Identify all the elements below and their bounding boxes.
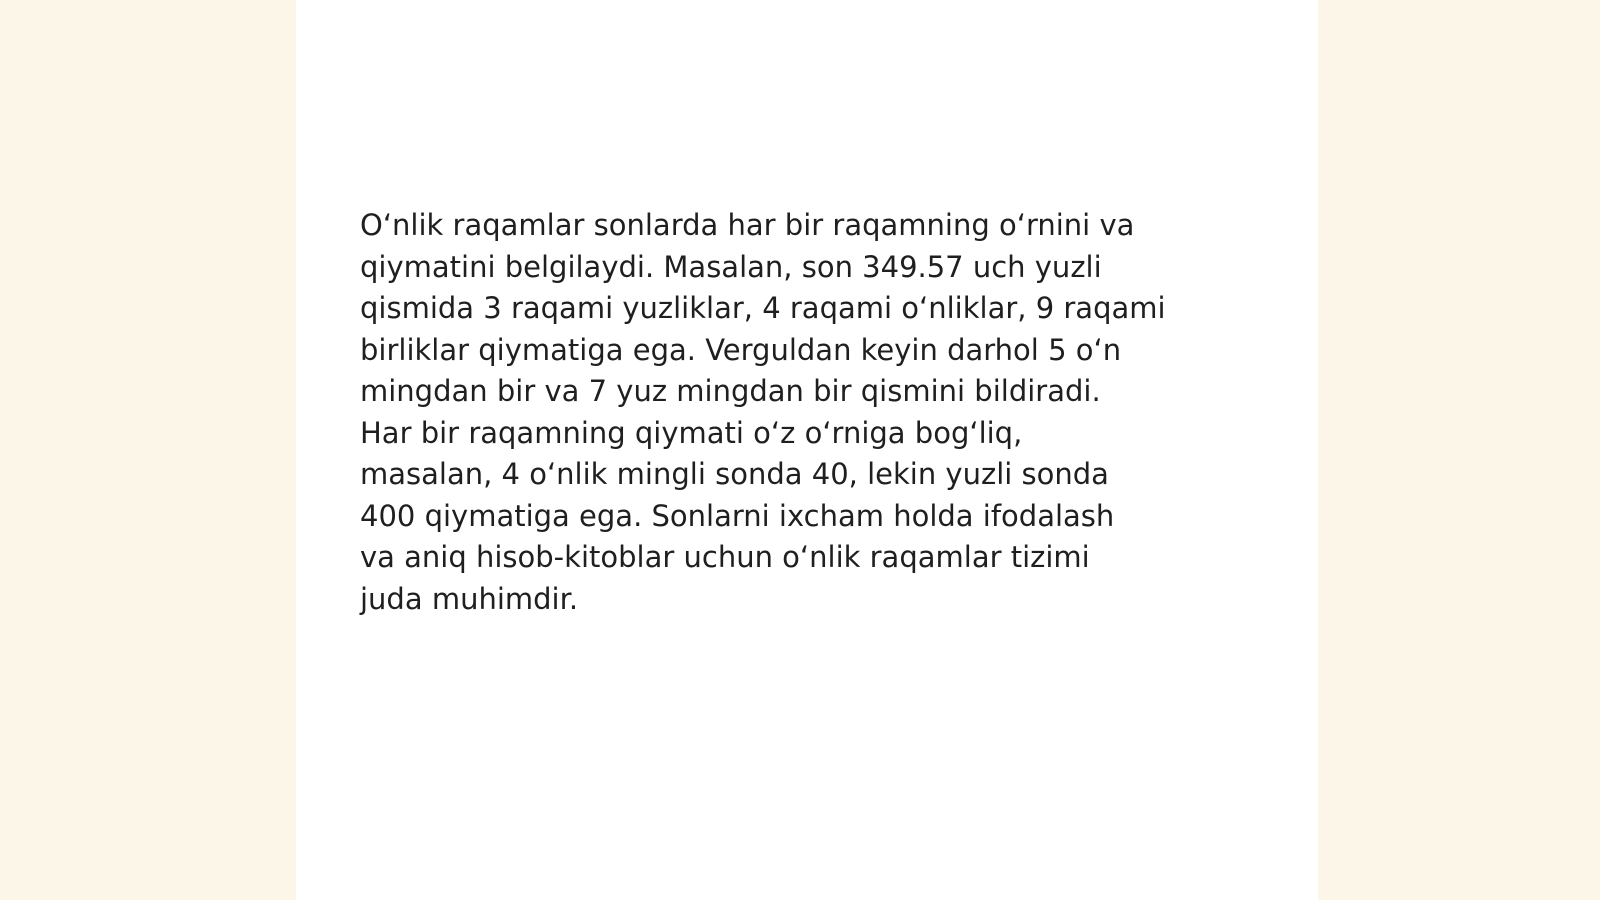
paragraph-line: 400 qiymatiga ega. Sonlarni ixcham holda ifodalash: [360, 498, 1115, 533]
paragraph-line: qismida 3 raqami yuzliklar, 4 raqami o‘nliklar, 9 raqami: [360, 291, 1166, 325]
paragraph-line: birliklar qiymatiga ega. Verguldan keyin darhol 5 o‘n: [360, 332, 1122, 367]
paragraph-line: juda muhimdir.: [360, 581, 579, 616]
paragraph-line: qiymatini belgilaydi. Masalan, son 349.57 uch yuzli: [360, 249, 1102, 284]
paragraph-line: va aniq hisob-kitoblar uchun o‘nlik raqamlar tizimi: [360, 540, 1090, 574]
paragraph-line: Har bir raqamning qiymati o‘z o‘rniga bog‘liq,: [360, 415, 1023, 450]
paragraph-line: O‘nlik raqamlar sonlarda har bir raqamning o‘rnini va: [360, 208, 1135, 242]
paragraph-line: mingdan bir va 7 yuz mingdan bir qismini bildiradi.: [360, 374, 1101, 408]
body-paragraph: [360, 205, 1260, 620]
document-page: [296, 0, 1318, 900]
paragraph-line: masalan, 4 o‘nlik mingli sonda 40, lekin yuzli sonda: [360, 457, 1109, 491]
